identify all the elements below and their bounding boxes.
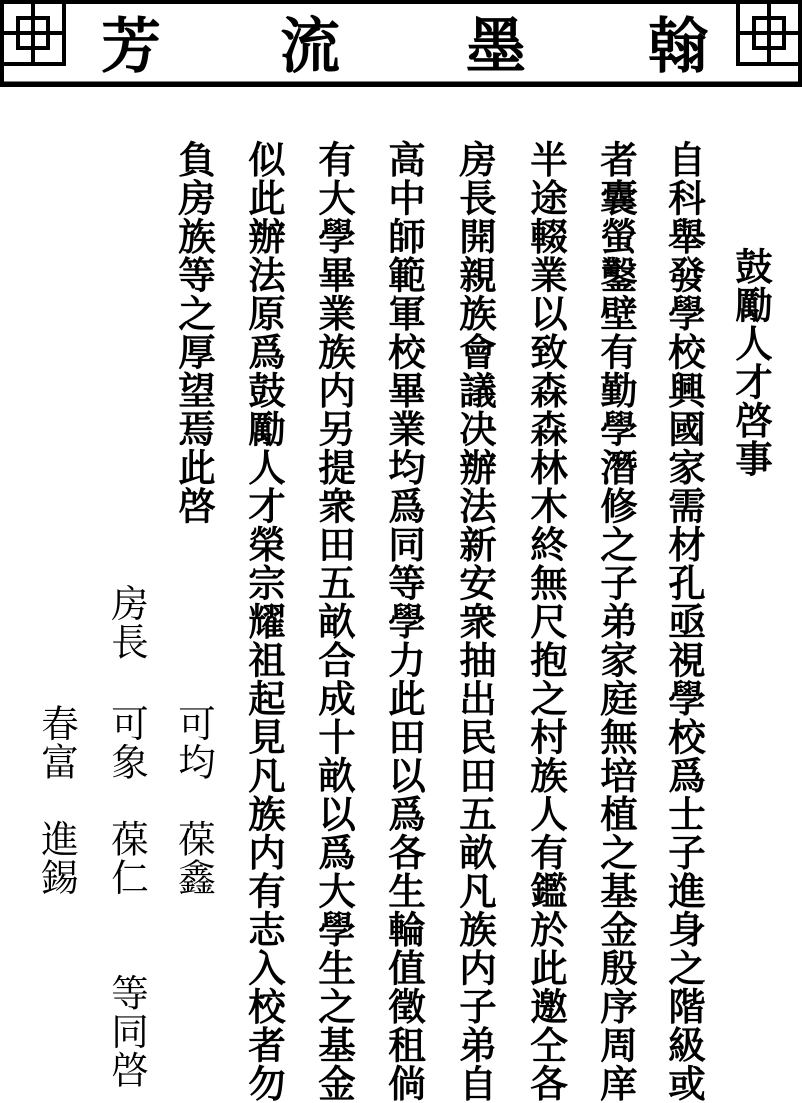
title-char-1: 翰 [648,12,708,82]
title-char-4: 芳 [101,12,161,82]
body-column-4: 房長開親族會議决辦法新安衆抽出民田五畝凡族内子弟自 [453,140,497,1103]
body-column-7: 似此辦法原爲鼓勵人才榮宗耀祖起見凡族内有志入校者勿 [242,140,286,1103]
document-heading: 鼓勵人才啓事 [729,247,773,478]
body-column-2: 者囊螢鑿壁有勤學潛修之子弟家庭無培植之基金殷序周庠 [594,140,638,1103]
body-column-5: 高中師範軍校畢業均爲同等學力此田以爲各生輪值徵租倘 [382,140,426,1103]
header-banner [0,0,802,87]
signature-column-2: 可象 葆仁 等同啓 [105,704,149,1089]
body-column-6: 有大學畢業族内另提衆田五畝合成十畝以爲大學生之基金 [312,140,356,1103]
signature-label: 房長 [105,584,149,661]
body-column-8: 負房族等之厚望焉此啓 [172,140,216,525]
header-title [0,4,802,84]
body-column-1: 自科舉發學校興國家需材孔亟視學校爲士子進身之階級或 [662,140,706,1103]
body-column-3: 半途輟業以致森森林木終無尺抱之村族人有鑑於此邀仝各 [524,140,568,1103]
signature-column-1: 可均 葆鑫 [172,704,216,897]
signature-column-3: 春富 進錫 [35,704,79,897]
title-char-3: 流 [280,12,340,82]
title-char-2: 墨 [466,12,526,82]
